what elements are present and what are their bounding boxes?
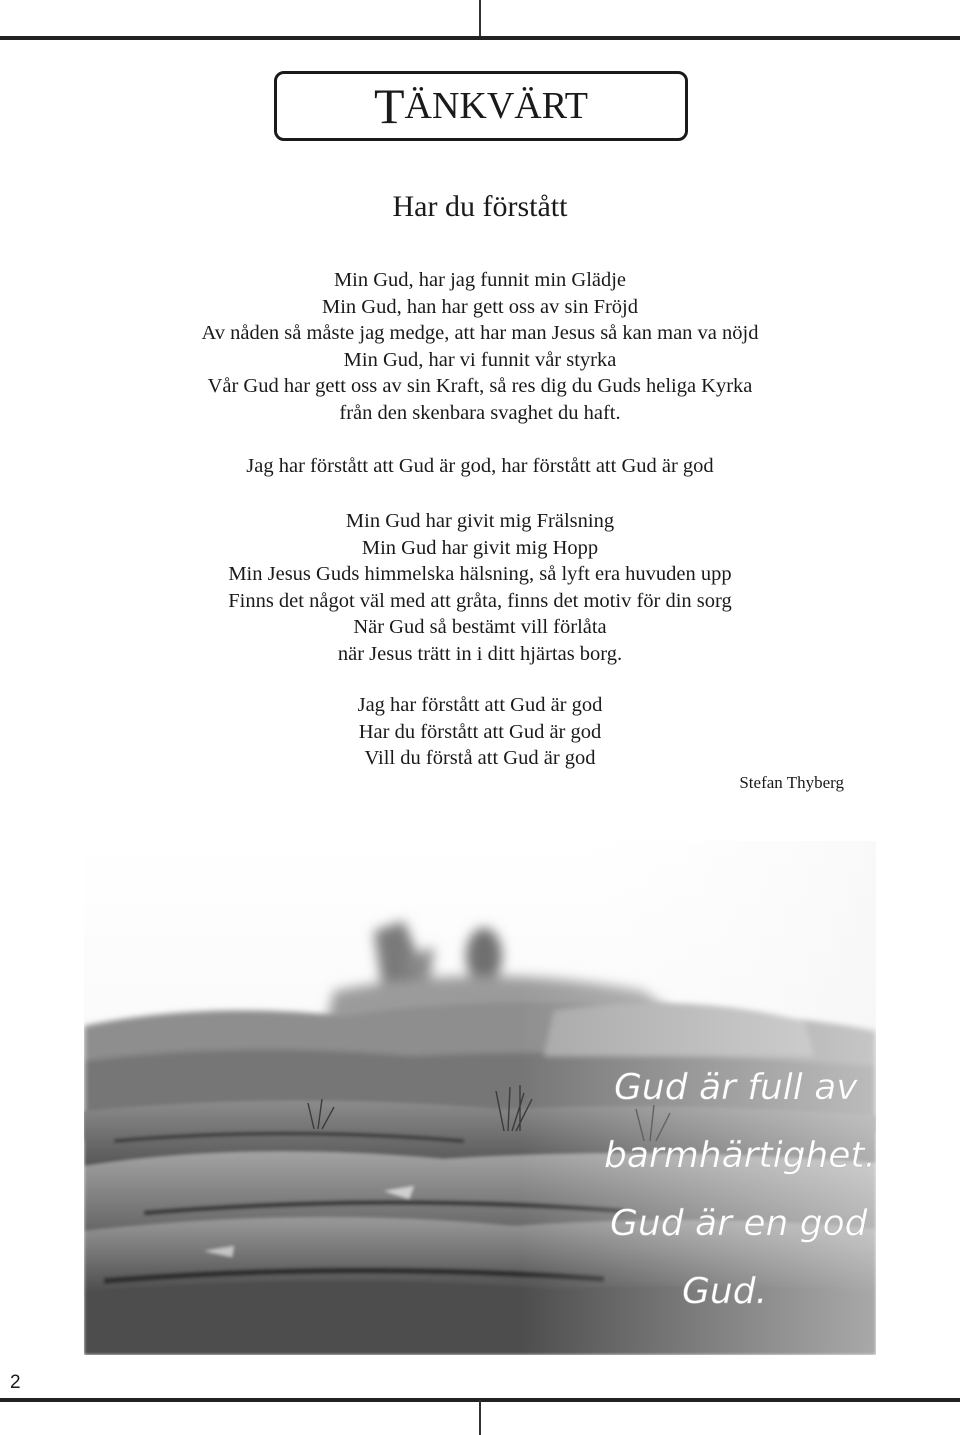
poem-line: Av nåden så måste jag medge, att har man Jesus så kan man va nöjd: [201, 322, 759, 344]
poem-line: Min Gud har givit mig Hopp: [361, 536, 599, 559]
poem-line: Vill du förstå att Gud är god: [364, 747, 596, 769]
poem-line: Min Gud har givit mig Frälsning: [345, 510, 615, 532]
poem-line: Vår Gud har gett oss av sin Kraft, så res dig du Guds heliga Kyrka: [207, 375, 753, 397]
caption-line: Gud.: [682, 1271, 768, 1312]
caption-line: Gud är en god: [610, 1203, 868, 1244]
poem-line: Finns det något väl med att gråta, finns det motiv för din sorg: [228, 589, 732, 612]
section-title-initial: T: [373, 78, 405, 134]
crop-mark-bottom: [479, 1400, 481, 1435]
poem-line: Min Jesus Guds himmelska hälsning, så lyft era huvuden upp: [228, 563, 732, 585]
poem-line: när Jesus trätt in i ditt hjärtas borg.: [337, 642, 623, 665]
page-number: 2: [10, 1372, 21, 1393]
header-rule: [0, 36, 960, 40]
crop-mark-top: [479, 0, 481, 38]
poem-stanza-2: [0, 508, 960, 667]
poem-line: Jag har förstått att Gud är god, har förstått att Gud är god: [246, 455, 714, 477]
poem-line: Har du förstått att Gud är god: [358, 720, 602, 743]
poem-line: Min Gud, har jag funnit min Glädje: [333, 269, 627, 291]
poem-refrain-2: [0, 692, 960, 772]
caption-line: barmhärtighet.: [604, 1135, 876, 1176]
section-title-box: [274, 71, 688, 141]
poem-line: När Gud så bestämt vill förlåta: [353, 616, 607, 638]
poem-title: Har du förstått: [392, 190, 568, 223]
poem-line: från den skenbara svaghet du haft.: [339, 401, 621, 424]
poem-line: Jag har förstått att Gud är god: [357, 694, 603, 716]
poem-author: Stefan Thyberg: [739, 773, 844, 792]
rock-photo: [84, 841, 876, 1355]
poem-refrain-1: [0, 453, 960, 480]
poem-stanza-1: [0, 267, 960, 426]
poem-line: Min Gud, han har gett oss av sin Fröjd: [321, 295, 639, 318]
caption-line: Gud är full av: [614, 1067, 858, 1108]
section-title-rest: ÄNKVÄRT: [404, 85, 589, 127]
poem-line: Min Gud, har vi funnit vår styrka: [343, 348, 617, 371]
